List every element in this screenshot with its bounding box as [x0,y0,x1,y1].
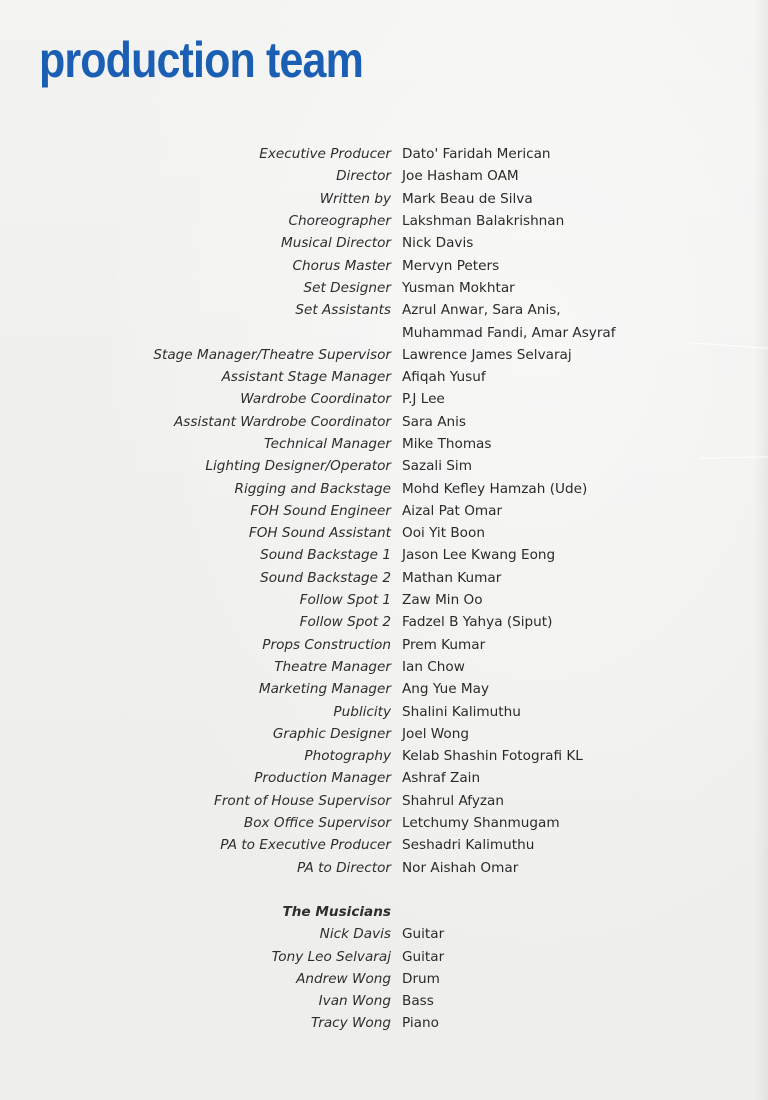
credit-row [0,522,768,544]
credit-role: PA to Director [296,859,391,876]
musician-row [0,990,768,1012]
credit-role: Production Manager [254,770,391,787]
musician-name: Nick Davis [319,926,391,943]
credit-row [0,634,768,656]
credit-name: Zaw Min Oo [402,592,483,609]
credit-name: Lakshman Balakrishnan [402,213,565,230]
credit-role: Musical Director [280,235,391,252]
credit-name: Mark Beau de Silva [402,190,533,207]
musicians-list [0,923,768,1034]
credit-row [0,299,768,321]
credit-role: Assistant Stage Manager [221,369,391,386]
musician-row [0,1012,768,1034]
credit-row [0,567,768,589]
credit-name: Nick Davis [402,235,474,252]
page-title: production team [39,32,363,88]
musician-row [0,945,768,967]
credit-name: Letchumy Shanmugam [402,815,560,832]
credit-role: Graphic Designer [272,725,391,742]
credit-row [0,344,768,366]
credit-row [0,767,768,789]
musician-row [0,968,768,990]
credit-name: Ashraf Zain [402,770,481,787]
credit-name: Ooi Yit Boon [402,525,485,542]
musician-instrument: Guitar [402,926,445,943]
credit-role: Choreographer [288,213,391,230]
credit-name: Ian Chow [402,658,465,675]
credit-row [0,745,768,767]
credit-role: Executive Producer [259,146,391,163]
credit-role: Marketing Manager [258,681,391,698]
credit-name: Jason Lee Kwang Eong [402,547,556,564]
credit-row [0,388,768,410]
credit-name: Fadzel B Yahya (Siput) [402,614,553,631]
musician-row [0,923,768,945]
credit-name: Mervyn Peters [402,257,500,274]
credit-name: Shalini Kalimuthu [402,703,521,720]
credit-role: Lighting Designer/Operator [205,458,391,475]
credit-name: Sazali Sim [402,458,472,475]
musician-name: Andrew Wong [296,970,391,987]
credit-row [0,188,768,210]
credit-row [0,544,768,566]
credit-name: Dato' Faridah Merican [402,146,551,163]
credits-list [0,143,768,1035]
credit-name: Sara Anis [402,413,466,430]
credit-row [0,232,768,254]
credit-row [0,656,768,678]
credit-role: PA to Executive Producer [220,837,391,854]
credit-name: Muhammad Fandi, Amar Asyraf [402,324,616,341]
credit-name: Lawrence James Selvaraj [402,346,572,363]
musicians-heading: The Musicians [282,903,391,920]
musician-instrument: Guitar [402,948,445,965]
credit-role: Props Construction [262,636,391,653]
credit-row [0,857,768,879]
credit-role: Assistant Wardrobe Coordinator [173,413,391,430]
credit-role: Box Office Supervisor [243,815,391,832]
credit-row [0,678,768,700]
musician-instrument: Piano [402,1015,439,1032]
credit-row [0,366,768,388]
credit-role: Written by [319,190,391,207]
musician-name: Ivan Wong [318,993,391,1010]
credit-role: Photography [304,748,391,765]
credit-row [0,790,768,812]
credit-name: Prem Kumar [402,636,486,653]
credit-role: Theatre Manager [274,658,391,675]
credit-name: Joe Hasham OAM [402,168,519,185]
credit-row [0,433,768,455]
credit-row [0,834,768,856]
production-team-list [0,143,768,879]
section-spacer [0,879,768,901]
credit-row [0,455,768,477]
credit-role: Sound Backstage 2 [260,569,391,586]
credit-name: P.J Lee [402,391,445,408]
credit-name: Mike Thomas [402,436,492,452]
credit-row [0,277,768,299]
credit-role: Follow Spot 1 [299,592,391,609]
credit-row [0,210,768,232]
credit-role: Stage Manager/Theatre Supervisor [153,346,391,363]
credit-role: Chorus Master [292,257,391,274]
credit-name: Nor Aishah Omar [402,859,519,876]
musician-instrument: Drum [402,970,440,987]
credit-role: FOH Sound Assistant [248,525,391,542]
musician-name: Tracy Wong [310,1015,391,1032]
credit-name: Aizal Pat Omar [402,502,503,519]
credit-role: Technical Manager [264,436,391,452]
credit-name: Kelab Shashin Fotografi KL [402,748,583,765]
credit-row [0,411,768,433]
credit-row [0,321,768,343]
credit-name: Shahrul Afyzan [402,792,504,809]
credit-name: Seshadri Kalimuthu [402,837,535,854]
credit-name: Azrul Anwar, Sara Anis, [402,302,561,319]
credit-row [0,165,768,187]
credit-row [0,589,768,611]
credit-name: Afiqah Yusuf [402,369,486,386]
credit-name: Mohd Kefley Hamzah (Ude) [402,480,588,497]
credit-row [0,500,768,522]
credit-role: Sound Backstage 1 [260,547,391,564]
credit-row [0,723,768,745]
musician-instrument: Bass [402,993,434,1010]
credit-role: Publicity [333,703,391,720]
credit-row [0,254,768,276]
credit-role: Follow Spot 2 [299,614,391,631]
credit-row [0,143,768,165]
credit-name: Yusman Mokhtar [402,279,515,296]
credit-role: Set Assistants [295,302,391,319]
credit-row [0,477,768,499]
credit-role: Wardrobe Coordinator [240,391,391,408]
credit-role: Rigging and Backstage [234,480,391,497]
credit-role: FOH Sound Engineer [250,502,391,519]
credit-row [0,611,768,633]
credit-row [0,700,768,722]
credit-name: Ang Yue May [402,681,490,698]
credit-row [0,812,768,834]
credit-name: Mathan Kumar [402,569,502,586]
credit-name: Joel Wong [402,725,469,742]
credit-role: Front of House Supervisor [214,792,391,809]
credit-role: Director [336,168,391,185]
musicians-heading-row [0,901,768,923]
credit-role: Set Designer [303,279,391,296]
musician-name: Tony Leo Selvaraj [271,948,391,965]
